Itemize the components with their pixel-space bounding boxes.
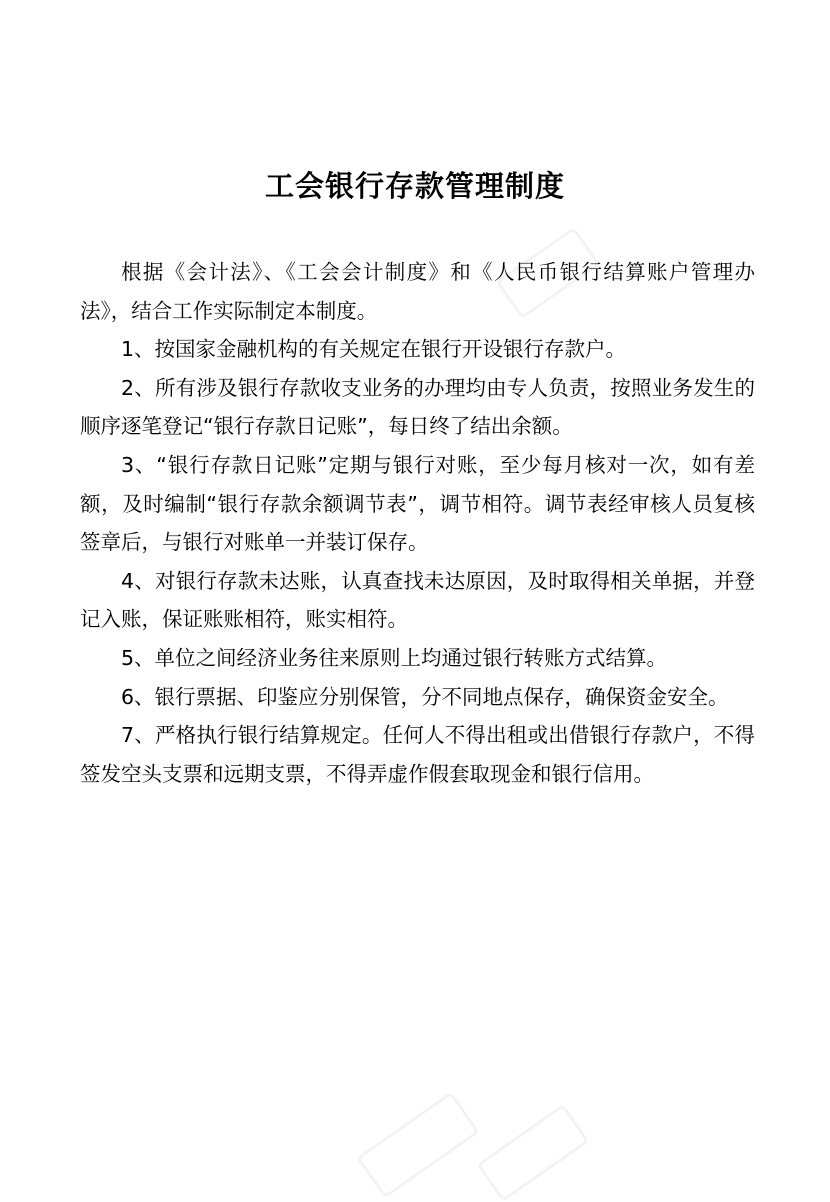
watermark-mark bbox=[476, 1104, 589, 1202]
watermark-mark bbox=[356, 1091, 480, 1198]
document-body bbox=[80, 253, 755, 793]
paragraph-item-6: 6、银行票据、印鉴应分别保管，分不同地点保存，确保资金安全。 bbox=[121, 684, 729, 709]
paragraph-item-4: 4、对银行存款未达账，认真查找未达原因，及时取得相关单据，并登记入账，保证账账相符，账实相符。 bbox=[80, 568, 755, 632]
paragraph-item-5: 5、单位之间经济业务往来原则上均通过银行转账方式结算。 bbox=[121, 645, 668, 670]
paragraph-item-7: 7、严格执行银行结算规定。任何人不得出租或出借银行存款户，不得签发空头支票和远期支票，不得弄虚作假套取现金和银行信用。 bbox=[80, 723, 755, 786]
document-title: 工会银行存款管理制度 bbox=[264, 169, 565, 203]
paragraph-item-3: 3、“银行存款日记账”定期与银行对账，至少每月核对一次，如有差额，及时编制“银行存款余额调节表”，调节相符。调节表经审核人员复核签章后，与银行对账单一并装订保存。 bbox=[80, 452, 755, 555]
paragraph-intro: 根据《会计法》、《工会会计制度》和《人民币银行结算账户管理办法》，结合工作实际制定本制度。 bbox=[80, 260, 755, 323]
paragraph-item-1: 1、按国家金融机构的有关规定在银行开设银行存款户。 bbox=[121, 337, 627, 362]
paragraph-item-2: 2、所有涉及银行存款收支业务的办理均由专人负责，按照业务发生的顺序逐笔登记“银行存款日记账”，每日终了结出余额。 bbox=[80, 375, 755, 439]
